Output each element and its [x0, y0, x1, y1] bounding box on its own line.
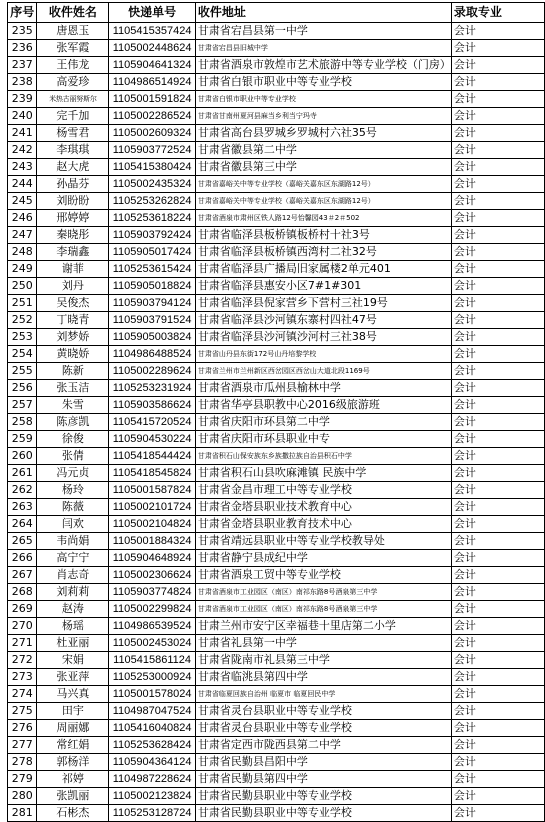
major-cell: 会计 — [451, 312, 544, 329]
name-cell: 谢菲 — [37, 261, 109, 278]
table-row — [8, 686, 545, 703]
name-cell: 闫欢 — [37, 516, 109, 533]
name-cell: 祁婷 — [37, 771, 109, 788]
name-cell: 刘盼盼 — [37, 193, 109, 210]
seq-cell: 245 — [8, 193, 37, 210]
major-cell: 会计 — [451, 431, 544, 448]
address-cell: 甘肃省徽县第三中学 — [195, 159, 451, 176]
header-track: 快递单号 — [109, 3, 196, 23]
major-cell: 会计 — [451, 465, 544, 482]
tracking-number-cell: 1105415357424 — [109, 23, 196, 40]
table-row — [8, 414, 545, 431]
address-cell: 甘肃省庆阳市环县第二中学 — [195, 414, 451, 431]
address-cell: 甘肃省临泽县惠安小区7#1#301 — [195, 278, 451, 295]
seq-cell: 266 — [8, 550, 37, 567]
table-row — [8, 584, 545, 601]
table-row — [8, 23, 545, 40]
address-cell: 甘肃省酒泉市敦煌市艺术旅游中等专业学校（门房） — [195, 57, 451, 74]
address-cell: 甘肃省民勤县第四中学 — [195, 771, 451, 788]
major-cell: 会计 — [451, 91, 544, 108]
seq-cell: 278 — [8, 754, 37, 771]
tracking-number-cell: 1105905003824 — [109, 329, 196, 346]
seq-cell: 280 — [8, 788, 37, 805]
major-cell: 会计 — [451, 533, 544, 550]
tracking-number-cell: 1105903794124 — [109, 295, 196, 312]
major-cell: 会计 — [451, 125, 544, 142]
spreadsheet — [7, 2, 545, 822]
name-cell: 刘丹 — [37, 278, 109, 295]
tracking-number-cell: 1104987228624 — [109, 771, 196, 788]
address-cell: 甘肃省庆阳市环县职业中专 — [195, 431, 451, 448]
name-cell: 刘梦娇 — [37, 329, 109, 346]
seq-cell: 274 — [8, 686, 37, 703]
tracking-number-cell: 1105253615424 — [109, 261, 196, 278]
name-cell: 张军霞 — [37, 40, 109, 57]
header-address: 收件地址 — [195, 3, 451, 23]
seq-cell: 253 — [8, 329, 37, 346]
major-cell: 会计 — [451, 516, 544, 533]
address-cell: 甘肃省临泽县沙河镇沙河村三社38号 — [195, 329, 451, 346]
seq-cell: 241 — [8, 125, 37, 142]
seq-cell: 255 — [8, 363, 37, 380]
name-cell: 米热古丽努斯尔 — [37, 91, 109, 108]
header-major: 录取专业 — [451, 3, 544, 23]
table-row — [8, 652, 545, 669]
name-cell: 肖志奇 — [37, 567, 109, 584]
name-cell: 丁晓青 — [37, 312, 109, 329]
tracking-number-cell: 1105905017424 — [109, 244, 196, 261]
table-row — [8, 278, 545, 295]
table-row — [8, 499, 545, 516]
tracking-number-cell: 1105002286524 — [109, 108, 196, 125]
address-cell: 甘肃省酒泉市肃州区铁人路12号怡馨园43＃2＃502 — [195, 210, 451, 227]
address-cell: 甘肃省靖远县职业中等专业学校教导处 — [195, 533, 451, 550]
tracking-number-cell: 1104986539524 — [109, 618, 196, 635]
name-cell: 马兴真 — [37, 686, 109, 703]
major-cell: 会计 — [451, 159, 544, 176]
table-row — [8, 601, 545, 618]
tracking-number-cell: 1104986488524 — [109, 346, 196, 363]
seq-cell: 257 — [8, 397, 37, 414]
name-cell: 常红娟 — [37, 737, 109, 754]
name-cell: 秦晓彤 — [37, 227, 109, 244]
major-cell: 会计 — [451, 720, 544, 737]
tracking-number-cell: 1105002299824 — [109, 601, 196, 618]
name-cell: 徐俊 — [37, 431, 109, 448]
seq-cell: 259 — [8, 431, 37, 448]
seq-cell: 246 — [8, 210, 37, 227]
seq-cell: 235 — [8, 23, 37, 40]
seq-cell: 237 — [8, 57, 37, 74]
address-cell: 甘肃省金塔县职业技术教育中心 — [195, 499, 451, 516]
tracking-number-cell: 1105903586624 — [109, 397, 196, 414]
major-cell: 会计 — [451, 40, 544, 57]
tracking-number-cell: 1105001578024 — [109, 686, 196, 703]
seq-cell: 250 — [8, 278, 37, 295]
table-row — [8, 244, 545, 261]
seq-cell: 251 — [8, 295, 37, 312]
table-row — [8, 227, 545, 244]
name-cell: 唐恩玉 — [37, 23, 109, 40]
tracking-number-cell: 1105905018824 — [109, 278, 196, 295]
name-cell: 高宁宁 — [37, 550, 109, 567]
name-cell: 完千加 — [37, 108, 109, 125]
address-cell: 甘肃省华亭县职教中心2016级旅游班 — [195, 397, 451, 414]
tracking-number-cell: 1105002104824 — [109, 516, 196, 533]
major-cell: 会计 — [451, 397, 544, 414]
seq-cell: 279 — [8, 771, 37, 788]
tracking-number-cell: 1105253128724 — [109, 805, 196, 822]
table-row — [8, 635, 545, 652]
seq-cell: 249 — [8, 261, 37, 278]
seq-cell: 268 — [8, 584, 37, 601]
major-cell: 会计 — [451, 771, 544, 788]
address-cell: 甘肃省临泽县广播局旧家属楼2单元401 — [195, 261, 451, 278]
address-cell: 甘肃省临泽县沙河镇东寨村四社47号 — [195, 312, 451, 329]
tracking-number-cell: 1105253000924 — [109, 669, 196, 686]
name-cell: 石彬杰 — [37, 805, 109, 822]
seq-cell: 273 — [8, 669, 37, 686]
tracking-number-cell: 1105903792424 — [109, 227, 196, 244]
major-cell: 会计 — [451, 57, 544, 74]
seq-cell: 262 — [8, 482, 37, 499]
seq-cell: 277 — [8, 737, 37, 754]
name-cell: 朱雪 — [37, 397, 109, 414]
major-cell: 会计 — [451, 686, 544, 703]
address-cell: 甘肃省酒泉市工业园区（南区）南祁东路8号酒泉第三中学 — [195, 601, 451, 618]
name-cell: 张玉洁 — [37, 380, 109, 397]
major-cell: 会计 — [451, 669, 544, 686]
tracking-number-cell: 1105415720524 — [109, 414, 196, 431]
tracking-number-cell: 1105253231924 — [109, 380, 196, 397]
address-cell: 甘肃省金昌市理工中等专业学校 — [195, 482, 451, 499]
major-cell: 会计 — [451, 635, 544, 652]
name-cell: 张倩 — [37, 448, 109, 465]
name-cell: 赵涛 — [37, 601, 109, 618]
major-cell: 会计 — [451, 295, 544, 312]
seq-cell: 244 — [8, 176, 37, 193]
seq-cell: 240 — [8, 108, 37, 125]
address-cell: 甘肃省高台县罗城乡罗城村六社35号 — [195, 125, 451, 142]
address-cell: 甘肃省宕昌县旧城中学 — [195, 40, 451, 57]
tracking-number-cell: 1104986514924 — [109, 74, 196, 91]
table-row — [8, 74, 545, 91]
tracking-number-cell: 1105415861124 — [109, 652, 196, 669]
address-cell: 甘肃省民勤县职业中等专业学校 — [195, 805, 451, 822]
name-cell: 赵大虎 — [37, 159, 109, 176]
tracking-number-cell: 1105002448624 — [109, 40, 196, 57]
tracking-number-cell: 1105002453024 — [109, 635, 196, 652]
name-cell: 陈彦凯 — [37, 414, 109, 431]
tracking-number-cell: 1105416040824 — [109, 720, 196, 737]
address-cell: 甘肃省灵台县职业中等专业学校 — [195, 720, 451, 737]
seq-cell: 267 — [8, 567, 37, 584]
address-cell: 甘肃省白银市职业中等专业学校 — [195, 74, 451, 91]
table-row — [8, 550, 545, 567]
tracking-number-cell: 1105002306624 — [109, 567, 196, 584]
address-cell: 甘肃省山丹县东街172号山丹培黎学校 — [195, 346, 451, 363]
address-cell: 甘肃省民勤县昌阳中学 — [195, 754, 451, 771]
tracking-number-cell: 1105001587824 — [109, 482, 196, 499]
address-cell: 甘肃省酒泉市瓜州县榆林中学 — [195, 380, 451, 397]
seq-cell: 272 — [8, 652, 37, 669]
major-cell: 会计 — [451, 278, 544, 295]
name-cell: 王伟龙 — [37, 57, 109, 74]
table-row — [8, 312, 545, 329]
seq-cell: 261 — [8, 465, 37, 482]
name-cell: 陈新 — [37, 363, 109, 380]
tracking-number-cell: 1105904530224 — [109, 431, 196, 448]
name-cell: 陈薇 — [37, 499, 109, 516]
address-cell: 甘肃省定西市陇西县第二中学 — [195, 737, 451, 754]
major-cell: 会计 — [451, 227, 544, 244]
name-cell: 田宇 — [37, 703, 109, 720]
table-row — [8, 210, 545, 227]
table-row — [8, 567, 545, 584]
name-cell: 郭杨洋 — [37, 754, 109, 771]
address-cell: 甘肃省临夏回族自治州 临夏市 临夏回民中学 — [195, 686, 451, 703]
major-cell: 会计 — [451, 414, 544, 431]
major-cell: 会计 — [451, 550, 544, 567]
table-row — [8, 448, 545, 465]
name-cell: 高爱珍 — [37, 74, 109, 91]
major-cell: 会计 — [451, 142, 544, 159]
seq-cell: 254 — [8, 346, 37, 363]
table-row — [8, 703, 545, 720]
address-cell: 甘肃省积石山县吹麻滩镇 民族中学 — [195, 465, 451, 482]
address-cell: 甘肃省礼县第一中学 — [195, 635, 451, 652]
major-cell: 会计 — [451, 380, 544, 397]
table-row — [8, 805, 545, 822]
tracking-number-cell: 1105253262824 — [109, 193, 196, 210]
name-cell: 张亚萍 — [37, 669, 109, 686]
address-cell: 甘肃省民勤县职业中等专业学校 — [195, 788, 451, 805]
seq-cell: 238 — [8, 74, 37, 91]
seq-cell: 276 — [8, 720, 37, 737]
header-name: 收件姓名 — [37, 3, 109, 23]
table-row — [8, 771, 545, 788]
seq-cell: 281 — [8, 805, 37, 822]
seq-cell: 275 — [8, 703, 37, 720]
seq-cell: 243 — [8, 159, 37, 176]
name-cell: 周丽娜 — [37, 720, 109, 737]
seq-cell: 252 — [8, 312, 37, 329]
table-row — [8, 363, 545, 380]
recipient-table — [7, 2, 545, 822]
tracking-number-cell: 1105001591824 — [109, 91, 196, 108]
major-cell: 会计 — [451, 74, 544, 91]
major-cell: 会计 — [451, 448, 544, 465]
address-cell: 甘肃省兰州市兰州新区西岔园区西岔山大道北段1169号 — [195, 363, 451, 380]
table-row — [8, 159, 545, 176]
name-cell: 黄晓娇 — [37, 346, 109, 363]
tracking-number-cell: 1105903772524 — [109, 142, 196, 159]
table-row — [8, 329, 545, 346]
major-cell: 会计 — [451, 363, 544, 380]
table-row — [8, 176, 545, 193]
table-row — [8, 737, 545, 754]
seq-cell: 270 — [8, 618, 37, 635]
major-cell: 会计 — [451, 244, 544, 261]
table-row — [8, 57, 545, 74]
name-cell: 韦尚娟 — [37, 533, 109, 550]
table-row — [8, 720, 545, 737]
address-cell: 甘肃省嘉峪关中等专业学校（嘉峪关嘉东区东湖路12号） — [195, 176, 451, 193]
tracking-number-cell: 1105002101724 — [109, 499, 196, 516]
tracking-number-cell: 1105253628424 — [109, 737, 196, 754]
table-row — [8, 40, 545, 57]
table-row — [8, 193, 545, 210]
major-cell: 会计 — [451, 788, 544, 805]
major-cell: 会计 — [451, 261, 544, 278]
major-cell: 会计 — [451, 601, 544, 618]
table-row — [8, 295, 545, 312]
table-row — [8, 261, 545, 278]
major-cell: 会计 — [451, 703, 544, 720]
address-cell: 甘肃省静宁县成纪中学 — [195, 550, 451, 567]
name-cell: 杨瑶 — [37, 618, 109, 635]
address-cell: 甘肃省陇南市礼县第三中学 — [195, 652, 451, 669]
table-row — [8, 618, 545, 635]
address-cell: 甘肃省嘉峪关中等专业学校（嘉峪关嘉东区东湖路12号） — [195, 193, 451, 210]
seq-cell: 263 — [8, 499, 37, 516]
name-cell: 杜亚丽 — [37, 635, 109, 652]
tracking-number-cell: 1105253618224 — [109, 210, 196, 227]
seq-cell: 239 — [8, 91, 37, 108]
table-row — [8, 516, 545, 533]
tracking-number-cell: 1104987047524 — [109, 703, 196, 720]
name-cell: 吴俊杰 — [37, 295, 109, 312]
tracking-number-cell: 1105002123824 — [109, 788, 196, 805]
address-cell: 甘肃省临泽县板桥镇板桥村十社3号 — [195, 227, 451, 244]
major-cell: 会计 — [451, 618, 544, 635]
major-cell: 会计 — [451, 23, 544, 40]
name-cell: 冯元贞 — [37, 465, 109, 482]
address-cell: 甘肃省徽县第二中学 — [195, 142, 451, 159]
address-cell: 甘肃省宕昌县第一中学 — [195, 23, 451, 40]
name-cell: 张凯丽 — [37, 788, 109, 805]
seq-cell: 242 — [8, 142, 37, 159]
address-cell: 甘肃省甘南州夏河县麻当乡利当宁玛寺 — [195, 108, 451, 125]
major-cell: 会计 — [451, 652, 544, 669]
tracking-number-cell: 1105002435324 — [109, 176, 196, 193]
seq-cell: 269 — [8, 601, 37, 618]
header-seq: 序号 — [8, 3, 37, 23]
tracking-number-cell: 1105904364124 — [109, 754, 196, 771]
tracking-number-cell: 1105904648924 — [109, 550, 196, 567]
tracking-number-cell: 1105903774824 — [109, 584, 196, 601]
seq-cell: 260 — [8, 448, 37, 465]
major-cell: 会计 — [451, 584, 544, 601]
name-cell: 杨玲 — [37, 482, 109, 499]
address-cell: 甘肃省酒泉工贸中等专业学校 — [195, 567, 451, 584]
name-cell: 邢婷婷 — [37, 210, 109, 227]
seq-cell: 258 — [8, 414, 37, 431]
seq-cell: 256 — [8, 380, 37, 397]
table-row — [8, 431, 545, 448]
name-cell: 孙晶芬 — [37, 176, 109, 193]
address-cell: 甘肃省积石山保安族东乡族撒拉族自治县积石中学 — [195, 448, 451, 465]
name-cell: 刘莉莉 — [37, 584, 109, 601]
major-cell: 会计 — [451, 499, 544, 516]
tracking-number-cell: 1105002609324 — [109, 125, 196, 142]
address-cell: 甘肃兰州市安宁区幸福巷十里店第二小学 — [195, 618, 451, 635]
table-row — [8, 788, 545, 805]
name-cell: 宋娟 — [37, 652, 109, 669]
seq-cell: 248 — [8, 244, 37, 261]
tracking-number-cell: 1105903791524 — [109, 312, 196, 329]
major-cell: 会计 — [451, 754, 544, 771]
tracking-number-cell: 1105415380424 — [109, 159, 196, 176]
name-cell: 李琪琪 — [37, 142, 109, 159]
address-cell: 甘肃省酒泉市工业园区（南区）南祁东路8号酒泉第三中学 — [195, 584, 451, 601]
seq-cell: 264 — [8, 516, 37, 533]
address-cell: 甘肃省临泽县板桥镇西湾村二社32号 — [195, 244, 451, 261]
tracking-number-cell: 1105418544424 — [109, 448, 196, 465]
major-cell: 会计 — [451, 567, 544, 584]
major-cell: 会计 — [451, 108, 544, 125]
table-row — [8, 669, 545, 686]
seq-cell: 236 — [8, 40, 37, 57]
major-cell: 会计 — [451, 805, 544, 822]
major-cell: 会计 — [451, 346, 544, 363]
table-row — [8, 108, 545, 125]
major-cell: 会计 — [451, 193, 544, 210]
table-row — [8, 91, 545, 108]
table-row — [8, 482, 545, 499]
table-row — [8, 533, 545, 550]
table-row — [8, 465, 545, 482]
table-row — [8, 346, 545, 363]
seq-cell: 271 — [8, 635, 37, 652]
major-cell: 会计 — [451, 737, 544, 754]
major-cell: 会计 — [451, 210, 544, 227]
major-cell: 会计 — [451, 482, 544, 499]
table-row — [8, 380, 545, 397]
table-row — [8, 397, 545, 414]
address-cell: 甘肃省临洮县第四中学 — [195, 669, 451, 686]
table-row — [8, 142, 545, 159]
seq-cell: 247 — [8, 227, 37, 244]
tracking-number-cell: 1105002289624 — [109, 363, 196, 380]
address-cell: 甘肃省灵台县职业中等专业学校 — [195, 703, 451, 720]
table-row — [8, 754, 545, 771]
name-cell: 李瑞鑫 — [37, 244, 109, 261]
seq-cell: 265 — [8, 533, 37, 550]
address-cell: 甘肃省白银市职业中等专业学校 — [195, 91, 451, 108]
major-cell: 会计 — [451, 176, 544, 193]
tracking-number-cell: 1105001884324 — [109, 533, 196, 550]
header-row — [8, 3, 545, 23]
tracking-number-cell: 1105904641324 — [109, 57, 196, 74]
table-row — [8, 125, 545, 142]
tracking-number-cell: 1105418545824 — [109, 465, 196, 482]
major-cell: 会计 — [451, 329, 544, 346]
name-cell: 杨雪君 — [37, 125, 109, 142]
address-cell: 甘肃省临泽县倪家营乡下营村三社19号 — [195, 295, 451, 312]
address-cell: 甘肃省金塔县职业教育技术中心 — [195, 516, 451, 533]
